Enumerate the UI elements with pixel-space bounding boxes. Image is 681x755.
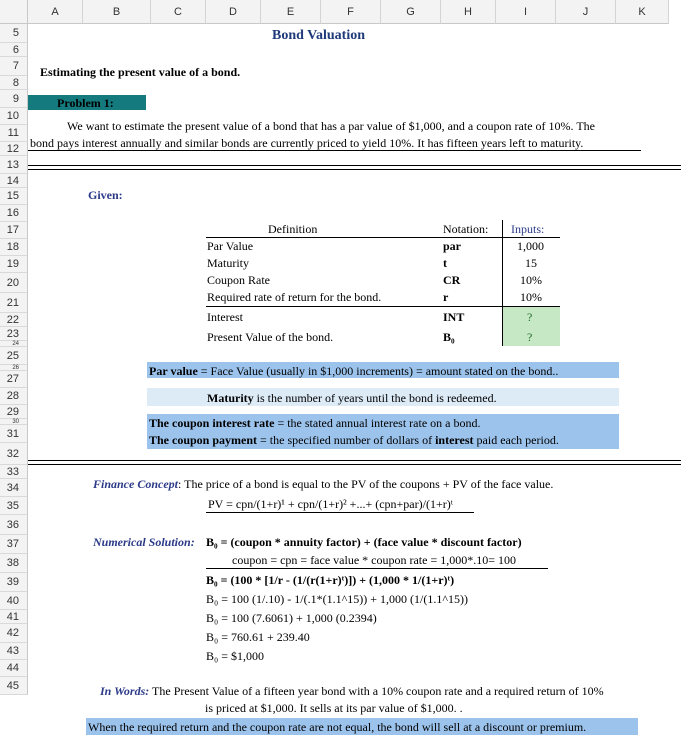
row-header-45[interactable]: 45 bbox=[0, 677, 28, 695]
pv-formula-underline bbox=[206, 512, 474, 513]
row-header-11[interactable]: 11 bbox=[0, 125, 28, 142]
row-header-37[interactable]: 37 bbox=[0, 535, 28, 554]
row-header-18[interactable]: 18 bbox=[0, 239, 28, 256]
row-header-31[interactable]: 31 bbox=[0, 425, 28, 443]
column-header-f[interactable]: F bbox=[321, 0, 381, 24]
given-label: Given: bbox=[88, 188, 123, 202]
column-header-a[interactable]: A bbox=[28, 0, 83, 24]
row-header-20[interactable]: 20 bbox=[0, 273, 28, 293]
in-words-line-2: is priced at $1,000. It sells at its par value of $1,000. . bbox=[205, 701, 463, 715]
row-header-42[interactable]: 42 bbox=[0, 624, 28, 643]
column-header-j[interactable]: J bbox=[556, 0, 616, 24]
row-header-12[interactable]: 12 bbox=[0, 142, 28, 156]
problem-text-2: bond pays interest annually and similar bonds are currently priced to yield 10%. It has fifteen years left to maturity. bbox=[30, 136, 584, 150]
column-header-e[interactable]: E bbox=[261, 0, 321, 24]
def-par: Par Value bbox=[207, 239, 254, 253]
in-coupon-rate: 10% bbox=[520, 273, 542, 287]
row-header-26[interactable]: 26 bbox=[0, 365, 28, 371]
not-pv: B₀ bbox=[443, 330, 455, 344]
column-header-i[interactable]: I bbox=[496, 0, 556, 24]
row-header-35[interactable]: 35 bbox=[0, 497, 28, 515]
def-coupon-rate: Coupon Rate bbox=[207, 273, 270, 287]
problem-label: Problem 1: bbox=[57, 96, 114, 110]
row-header-30[interactable]: 30 bbox=[0, 419, 28, 425]
column-header-k[interactable]: K bbox=[616, 0, 669, 24]
table-header-line bbox=[206, 237, 560, 238]
not-interest: INT bbox=[443, 310, 465, 324]
section-divider-2 bbox=[28, 460, 681, 465]
row-header-19[interactable]: 19 bbox=[0, 256, 28, 273]
pv-formula: PV = cpn/(1+r)¹ + cpn/(1+r)² +...+ (cpn+par)/(1+r)ᵗ bbox=[208, 497, 454, 511]
row-header-38[interactable]: 38 bbox=[0, 554, 28, 573]
numerical-line-7: B₀ = $1,000 bbox=[206, 649, 264, 663]
numerical-line-1: B₀ = (coupon * annuity factor) + (face value * discount factor) bbox=[206, 535, 522, 549]
definition-header: Definition bbox=[268, 222, 318, 236]
notation-header: Notation: bbox=[443, 222, 489, 236]
row-header-23[interactable]: 23 bbox=[0, 327, 28, 341]
numerical-line-6: B₀ = 760.61 + 239.40 bbox=[206, 630, 310, 644]
in-interest[interactable]: ? bbox=[527, 310, 533, 324]
row-header-9[interactable]: 9 bbox=[0, 90, 28, 108]
coupon-payment-note: The coupon payment = the specified number of dollars of interest paid each period. bbox=[149, 433, 559, 447]
problem-underline bbox=[28, 150, 641, 151]
row-header-10[interactable]: 10 bbox=[0, 108, 28, 125]
numerical-underline bbox=[206, 568, 548, 569]
coupon-rate-note: The coupon interest rate = the stated annual interest rate on a bond. bbox=[149, 416, 481, 430]
row-header-39[interactable]: 39 bbox=[0, 573, 28, 592]
maturity-note: Maturity is the number of years until the bond is redeemed. bbox=[207, 391, 497, 405]
column-header-g[interactable]: G bbox=[381, 0, 441, 24]
row-header-17[interactable]: 17 bbox=[0, 222, 28, 239]
def-required-rate: Required rate of return for the bond. bbox=[207, 290, 382, 304]
page-title: Bond Valuation bbox=[272, 28, 365, 43]
par-note: Par value = Face Value (usually in $1,000 increments) = amount stated on the bond.. bbox=[149, 364, 559, 378]
numerical-line-4: B₀ = 100 (1/.10) - 1/(.1*(1.1^15)) + 1,000 (1/(1.1^15)) bbox=[206, 592, 468, 606]
not-par: par bbox=[443, 239, 461, 253]
row-header-36[interactable]: 36 bbox=[0, 515, 28, 535]
in-pv[interactable]: ? bbox=[527, 330, 533, 344]
column-header-b[interactable]: B bbox=[83, 0, 151, 24]
in-words-line-1: In Words: The Present Value of a fifteen year bond with a 10% coupon rate and a required return of 10% bbox=[100, 684, 604, 698]
row-header-28[interactable]: 28 bbox=[0, 388, 28, 405]
row-header-32[interactable]: 32 bbox=[0, 443, 28, 465]
row-header-43[interactable]: 43 bbox=[0, 643, 28, 660]
row-header-8[interactable]: 8 bbox=[0, 76, 28, 90]
row-header-27[interactable]: 27 bbox=[0, 371, 28, 388]
column-header-d[interactable]: D bbox=[206, 0, 261, 24]
column-header-h[interactable]: H bbox=[441, 0, 496, 24]
in-words-line-3: When the required return and the coupon rate are not equal, the bond will sell at a discount or premium. bbox=[88, 720, 587, 734]
in-required-rate: 10% bbox=[520, 290, 542, 304]
row-header-15[interactable]: 15 bbox=[0, 188, 28, 205]
row-header-29[interactable]: 29 bbox=[0, 405, 28, 419]
row-header-22[interactable]: 22 bbox=[0, 313, 28, 327]
not-required-rate: r bbox=[443, 290, 449, 304]
row-header-7[interactable]: 7 bbox=[0, 57, 28, 76]
row-header-5[interactable]: 5 bbox=[0, 24, 28, 43]
subtitle: Estimating the present value of a bond. bbox=[40, 65, 241, 79]
inputs-header: Inputs: bbox=[511, 222, 545, 236]
row-header-6[interactable]: 6 bbox=[0, 43, 28, 57]
def-pv: Present Value of the bond. bbox=[207, 330, 334, 344]
not-coupon-rate: CR bbox=[443, 273, 461, 287]
row-header-33[interactable]: 33 bbox=[0, 465, 28, 479]
not-maturity: t bbox=[443, 256, 447, 270]
row-header-34[interactable]: 34 bbox=[0, 479, 28, 497]
row-header-41[interactable]: 41 bbox=[0, 610, 28, 624]
def-interest: Interest bbox=[207, 310, 243, 324]
in-maturity: 15 bbox=[525, 256, 537, 270]
row-header-44[interactable]: 44 bbox=[0, 660, 28, 677]
table-row-line bbox=[206, 306, 560, 307]
in-par: 1,000 bbox=[517, 239, 544, 253]
numerical-line-3: B₀ = (100 * [1/r - (1/(r(1+r)ᵗ)]) + (1,000 * 1/(1+r)ᵗ) bbox=[206, 573, 455, 587]
row-header-40[interactable]: 40 bbox=[0, 592, 28, 610]
row-header-16[interactable]: 16 bbox=[0, 205, 28, 222]
select-all-corner[interactable] bbox=[0, 0, 28, 24]
numerical-line-2: coupon = cpn = face value * coupon rate = 1,000*.10= 100 bbox=[232, 553, 516, 567]
row-header-21[interactable]: 21 bbox=[0, 293, 28, 313]
problem-text-1: We want to estimate the present value of a bond that has a par value of $1,000, and a coupon rate of 10%. The bbox=[67, 119, 595, 133]
finance-concept: Finance Concept: The price of a bond is equal to the PV of the coupons + PV of the face value. bbox=[93, 477, 554, 491]
row-header-14[interactable]: 14 bbox=[0, 174, 28, 188]
numerical-line-5: B₀ = 100 (7.6061) + 1,000 (0.2394) bbox=[206, 611, 377, 625]
column-header-c[interactable]: C bbox=[151, 0, 206, 24]
row-header-13[interactable]: 13 bbox=[0, 156, 28, 174]
section-divider-1 bbox=[28, 165, 681, 170]
def-maturity: Maturity bbox=[207, 256, 249, 270]
row-header-24[interactable]: 24 bbox=[0, 341, 28, 347]
numerical-label: Numerical Solution: bbox=[93, 535, 195, 549]
row-header-25[interactable]: 25 bbox=[0, 347, 28, 365]
